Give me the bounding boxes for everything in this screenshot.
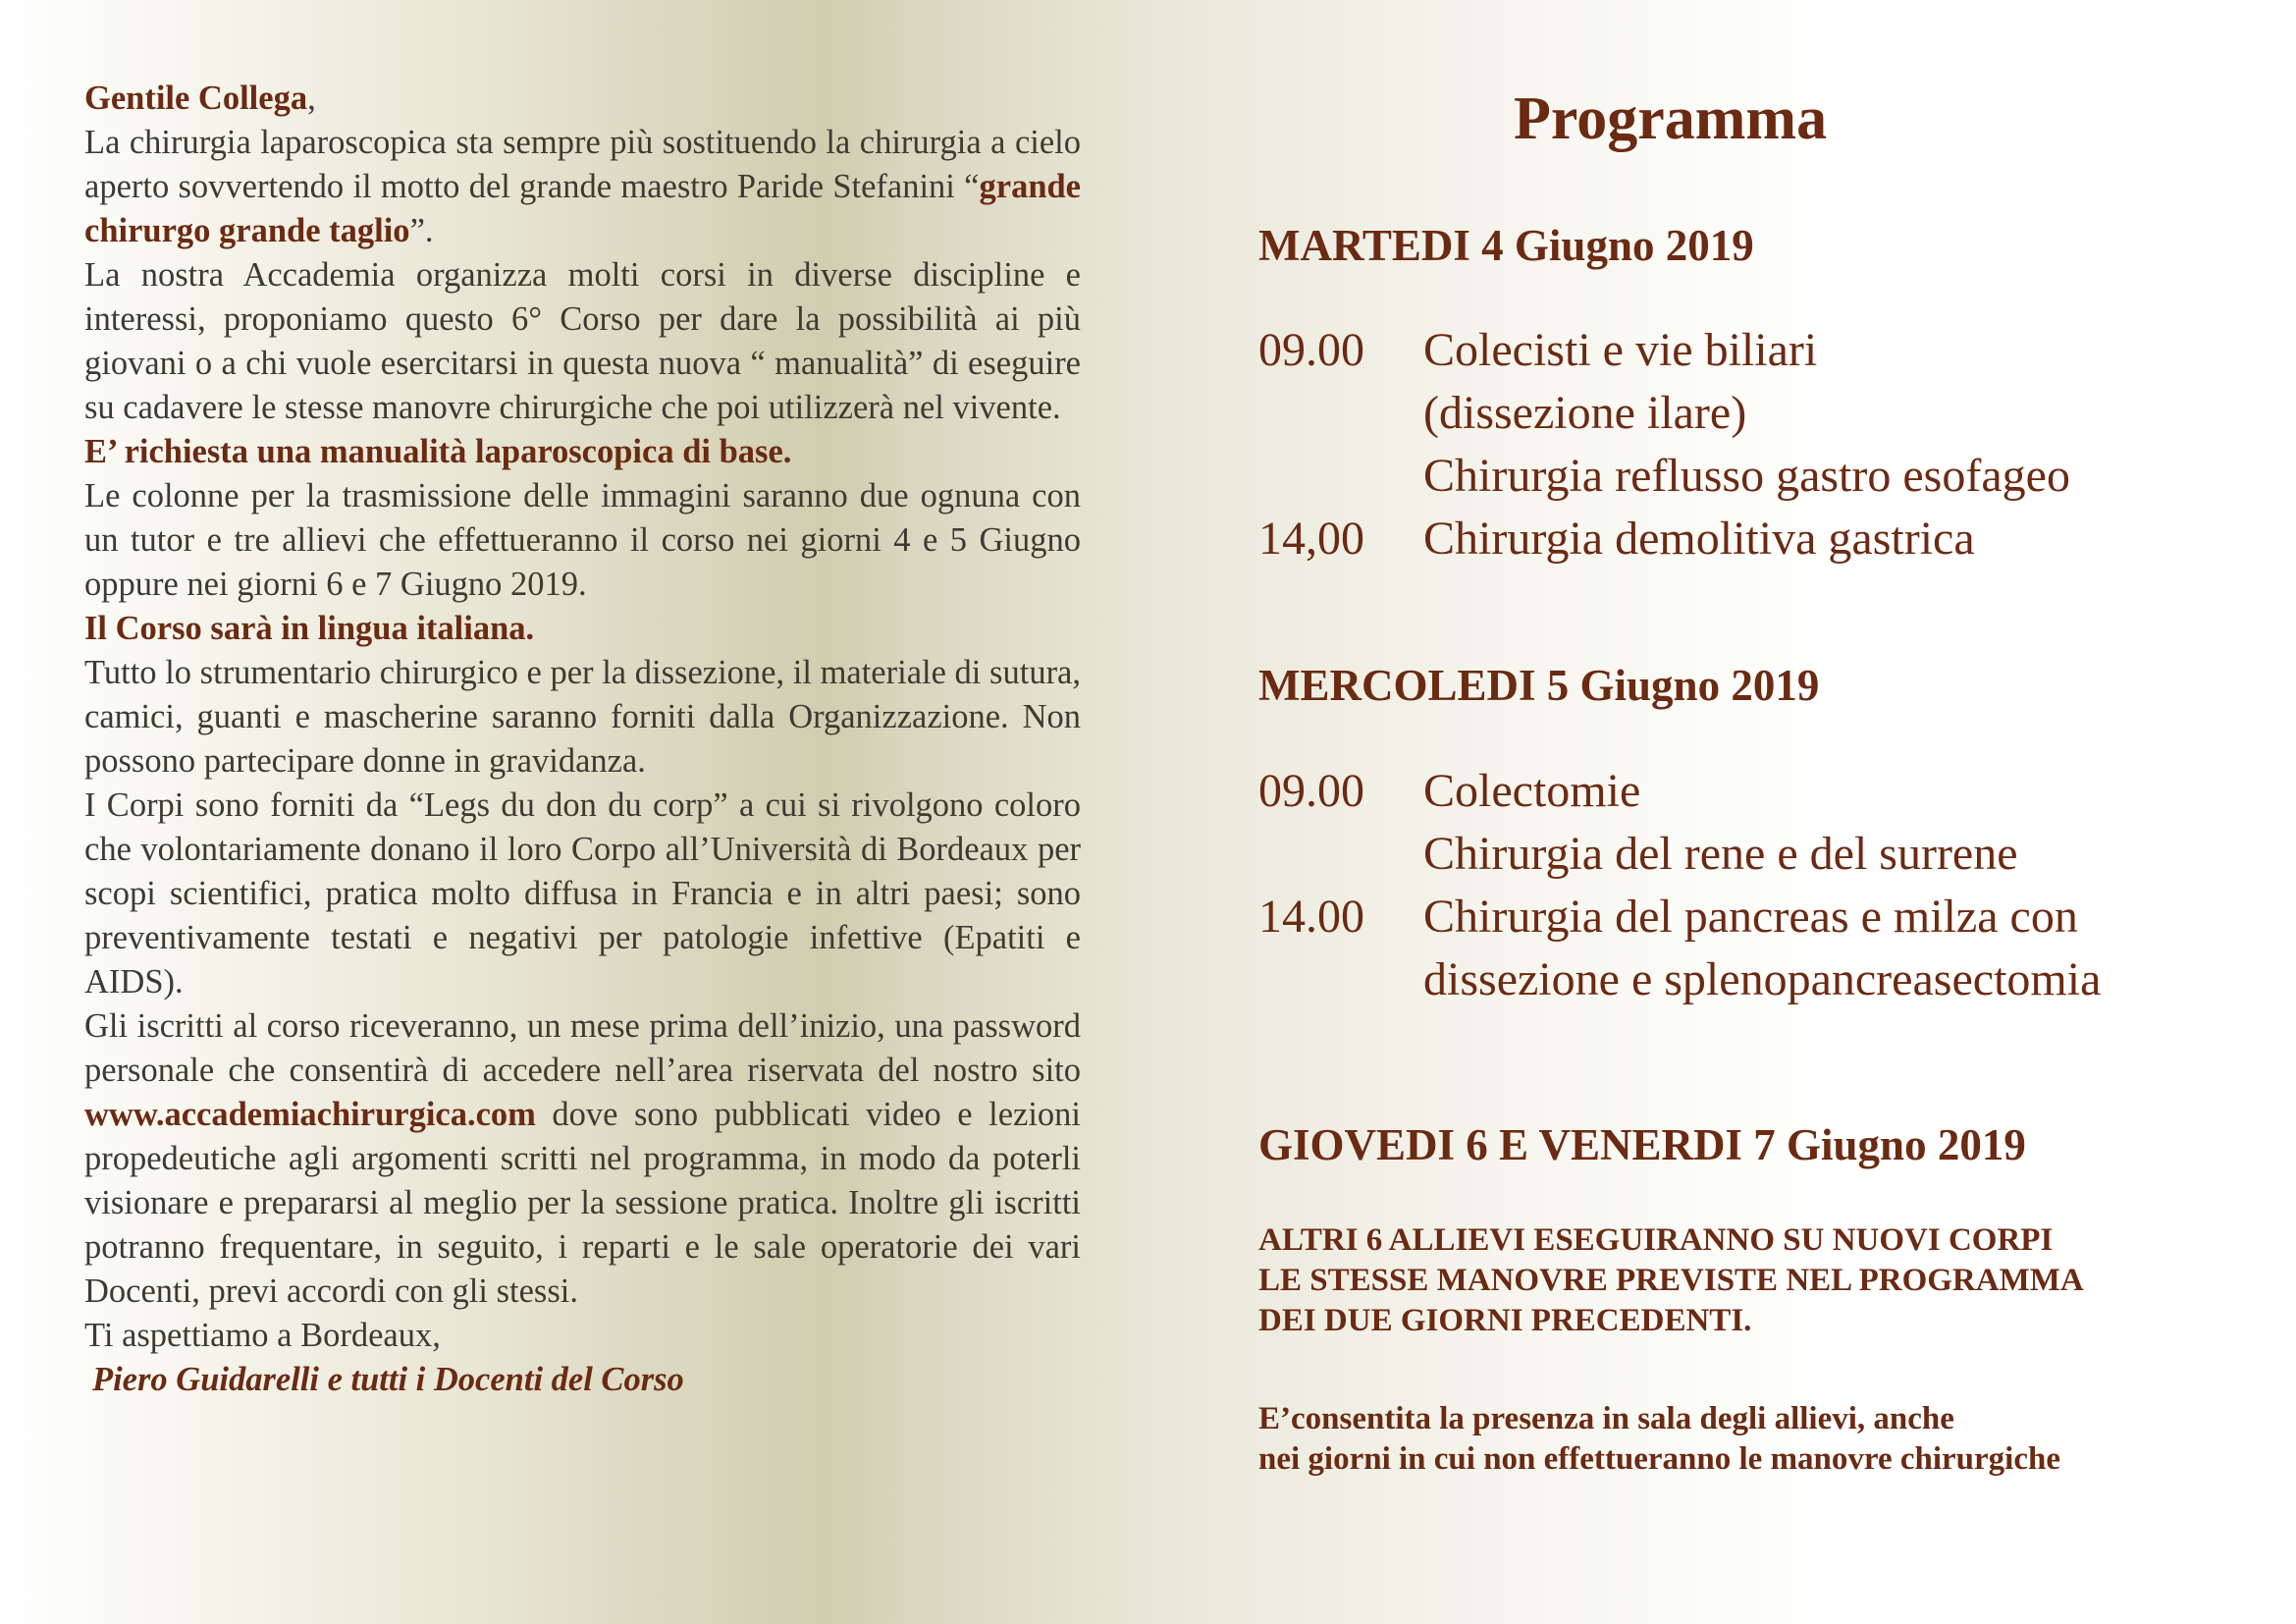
day3-heading: GIOVEDI 6 E VENERDI 7 Giugno 2019 xyxy=(1258,1120,2026,1169)
attendance-note xyxy=(1258,1399,2060,1480)
access-text-end: dove sono pubblicati video e lezioni propedeutiche agli argomenti scritti nel programma, in modo da poterli visionare e prepararsi al meglio per la sessione pratica. Inoltre gli iscritti potranno frequentare, in seguito, i reparti e le sale operatorie dei vari Docenti, previ accordi con gli stessi. xyxy=(84,1096,1081,1310)
schedule-slot xyxy=(1258,319,2070,508)
notice-line: LE STESSE MANOVRE PREVISTE NEL PROGRAMMA xyxy=(1258,1263,2084,1298)
slot-time: 09.00 xyxy=(1258,765,1364,817)
access-text: Gli iscritti al corso riceveranno, un mese prima dell’inizio, una password personale che consentirà di accedere nell’area riservata del nostro sito xyxy=(84,1007,1081,1089)
paragraph-academy: La nostra Accademia organizza molti corsi in diverse discipline e interessi, proponiamo questo 6° Corso per dare la possibilità ai più giovani o a chi vuole esercitarsi in questa nuova “ manualità” di eseguire su cadavere le stesse manovre chirurgiche che poi utilizzerà nel vivente. xyxy=(84,256,1081,426)
requirement-note: E’ richiesta una manualità laparoscopica di base. xyxy=(84,433,792,470)
activity: (dissezione ilare) xyxy=(1423,387,1747,439)
activity: Chirurgia reflusso gastro esofageo xyxy=(1423,450,2070,502)
website-link[interactable]: www.accademiachirurgica.com xyxy=(84,1096,536,1133)
activity: dissezione e splenopancreasectomia xyxy=(1423,953,2102,1005)
slot-activities xyxy=(1423,508,1975,570)
slot-activities xyxy=(1423,886,2101,1011)
intro-end: ”. xyxy=(409,212,434,249)
schedule-slot xyxy=(1258,508,2070,570)
day2-heading: MERCOLEDI 5 Giugno 2019 xyxy=(1258,661,1820,710)
slot-time: 14.00 xyxy=(1258,891,1364,943)
activity: Colecisti e vie biliari xyxy=(1423,324,1818,376)
slot-activities xyxy=(1423,319,2070,508)
activity: Chirurgia demolitiva gastrica xyxy=(1423,513,1975,565)
paragraph-equipment: Tutto lo strumentario chirurgico e per la dissezione, il materiale di sutura, camici, guanti e mascherine saranno forniti dalla Organizzazione. Non possono partecipare donne in gravidanza. xyxy=(84,654,1081,780)
slot-time: 09.00 xyxy=(1258,324,1364,376)
greeting xyxy=(84,77,1081,121)
programme-title: Programma xyxy=(1514,85,1828,152)
note-line: E’consentita la presenza in sala degli allievi, anche xyxy=(1258,1401,1954,1436)
notice-line: ALTRI 6 ALLIEVI ESEGUIRANNO SU NUOVI CORPI xyxy=(1258,1222,2054,1258)
paragraph-bodies: I Corpi sono forniti da “Legs du don du corp” a cui si rivolgono coloro che volontariamente donano il loro Corpo all’Università di Bordeaux per scopi scientifici, pratica molto diffusa in Francia e in altri paesi; sono preventivamente testati e negativi per patologie infettive (Epatiti e AIDS). xyxy=(84,786,1081,1001)
day2-schedule xyxy=(1258,760,2101,1011)
schedule-slot xyxy=(1258,760,2101,886)
activity: Colectomie xyxy=(1423,765,1641,817)
intro-text: La chirurgia laparoscopica sta sempre più sostituendo la chirurgia a cielo aperto sovvertendo il motto del grande maestro Paride Stefanini “ xyxy=(84,124,1081,205)
slot-time: 14,00 xyxy=(1258,513,1364,565)
greeting-text: Gentile Collega xyxy=(84,80,308,117)
note-line: nei giorni in cui non effettueranno le manovre chirurgiche xyxy=(1258,1441,2060,1477)
activity: Chirurgia del pancreas e milza con xyxy=(1423,891,2078,943)
greeting-punct: , xyxy=(307,80,316,117)
schedule-slot xyxy=(1258,886,2101,1011)
paragraph-intro xyxy=(84,121,1081,253)
programme-column xyxy=(1258,0,2260,1624)
notice-line: DEI DUE GIORNI PRECEDENTI. xyxy=(1258,1303,1752,1338)
language-note: Il Corso sarà in lingua italiana. xyxy=(84,610,535,647)
slot-activities xyxy=(1423,760,2018,886)
motto: grande chirurgo grande taglio xyxy=(84,168,1081,249)
closing: Ti aspettiamo a Bordeaux, xyxy=(84,1317,441,1354)
signature: Piero Guidarelli e tutti i Docenti del Corso xyxy=(92,1361,684,1398)
day1-heading: MARTEDI 4 Giugno 2019 xyxy=(1258,221,1754,270)
day1-schedule xyxy=(1258,319,2070,570)
paragraph-columns: Le colonne per la trasmissione delle immagini saranno due ognuna con un tutor e tre allievi che effettueranno il corso nei giorni 4 e 5 Giugno oppure nei giorni 6 e 7 Giugno 2019. xyxy=(84,477,1081,603)
day3-notice xyxy=(1258,1220,2084,1341)
activity: Chirurgia del rene e del surrene xyxy=(1423,828,2018,880)
letter-column xyxy=(84,77,1081,1402)
paragraph-access xyxy=(84,1004,1081,1314)
